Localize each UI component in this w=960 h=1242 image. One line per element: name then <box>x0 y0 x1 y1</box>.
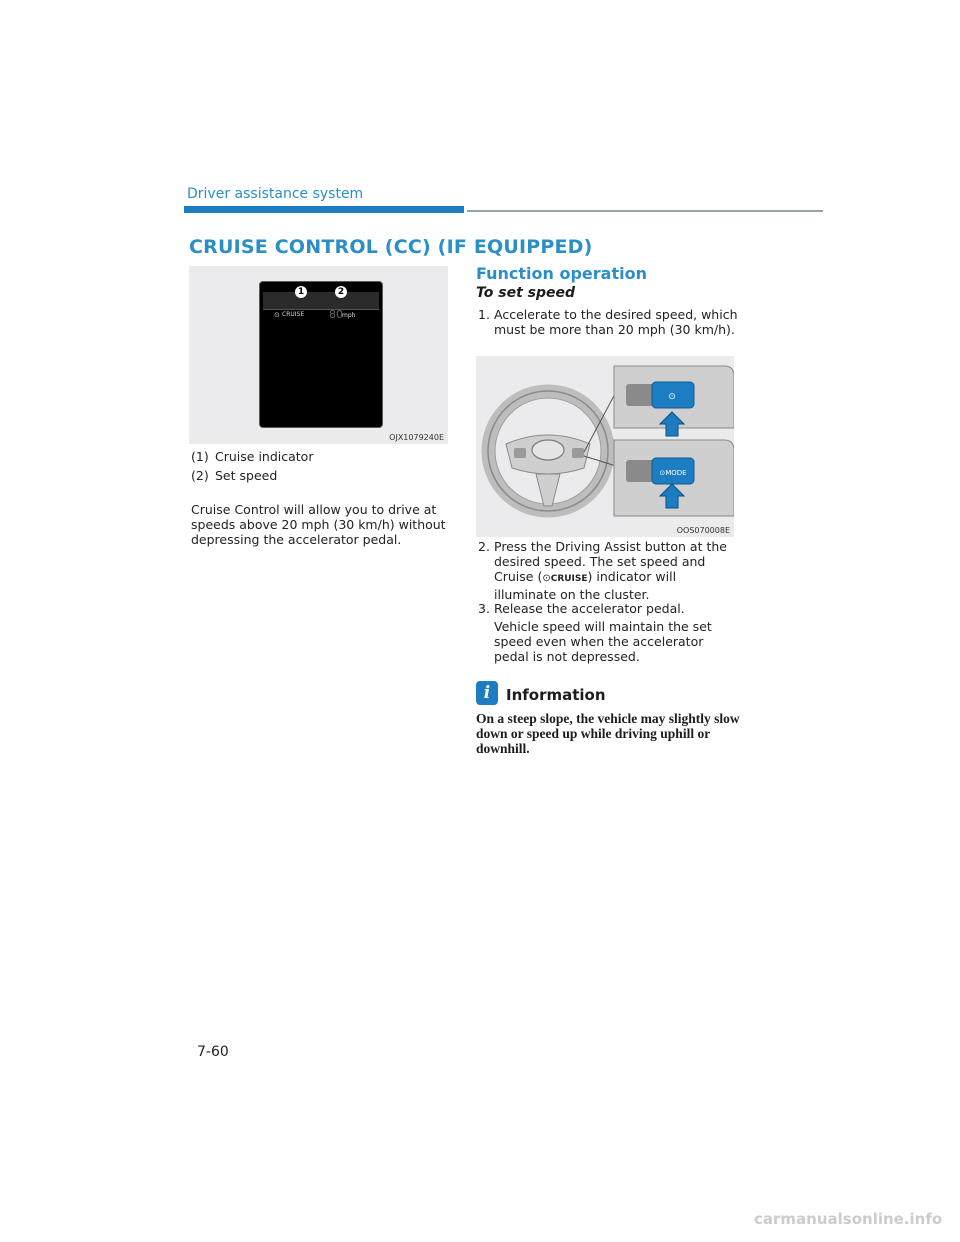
cruise-indicator-icon: ⊙ <box>274 311 280 319</box>
intro-paragraph: Cruise Control will allow you to drive at speeds above 20 mph (30 km/h) without depressing the accelerator pedal. <box>191 502 446 547</box>
step-3-detail: Vehicle speed will maintain the set speed even when the accelerator pedal is not depressed. <box>494 619 712 664</box>
step-2: 2. Press the Driving Assist button at the desired speed. The set speed and Cruise (⊙CRUISE) indicator will illuminate on the cluster. <box>478 539 727 602</box>
cluster-figure <box>189 266 448 444</box>
page-number: 7-60 <box>197 1044 229 1060</box>
steering-wheel-illustration <box>476 356 734 537</box>
cluster-cruise-label: CRUISE <box>282 311 305 318</box>
step-3: 3. Release the accelerator pedal. <box>478 601 685 616</box>
legend-item-2: (2) Set speed <box>191 468 278 483</box>
header-rule-thin <box>467 210 823 212</box>
legend-item-1: (1) Cruise indicator <box>191 449 314 464</box>
watermark: carmanualsonline.info <box>754 1210 943 1228</box>
info-title: Information <box>506 686 606 704</box>
cluster-set-speed: 80 <box>329 308 343 321</box>
step-1: 1. Accelerate to the desired speed, which must be more than 20 mph (30 km/h). <box>478 307 738 337</box>
function-heading: Function operation <box>476 264 647 283</box>
cluster-speed-unit: mph <box>342 312 356 319</box>
svg-text:⊙MODE: ⊙MODE <box>659 469 687 477</box>
header-rule-thick <box>184 206 464 213</box>
cruise-inline-icon: ⊙CRUISE <box>542 573 588 584</box>
cluster-display <box>259 281 383 428</box>
svg-text:⊙: ⊙ <box>668 392 676 402</box>
figure2-code: OOS070008E <box>676 526 730 535</box>
steering-wheel-figure <box>476 356 734 537</box>
callout-1: 1 <box>295 286 307 298</box>
set-speed-subheading: To set speed <box>476 285 575 301</box>
info-text: On a steep slope, the vehicle may slightly slow down or speed up while driving uphill or downhill. <box>476 711 740 756</box>
cluster-top-bar <box>263 292 379 310</box>
info-icon: i <box>476 681 498 705</box>
callout-2: 2 <box>335 286 347 298</box>
figure1-code: OJX1079240E <box>389 433 444 442</box>
section-header: Driver assistance system <box>187 186 364 202</box>
page-title: CRUISE CONTROL (CC) (IF EQUIPPED) <box>189 236 593 258</box>
